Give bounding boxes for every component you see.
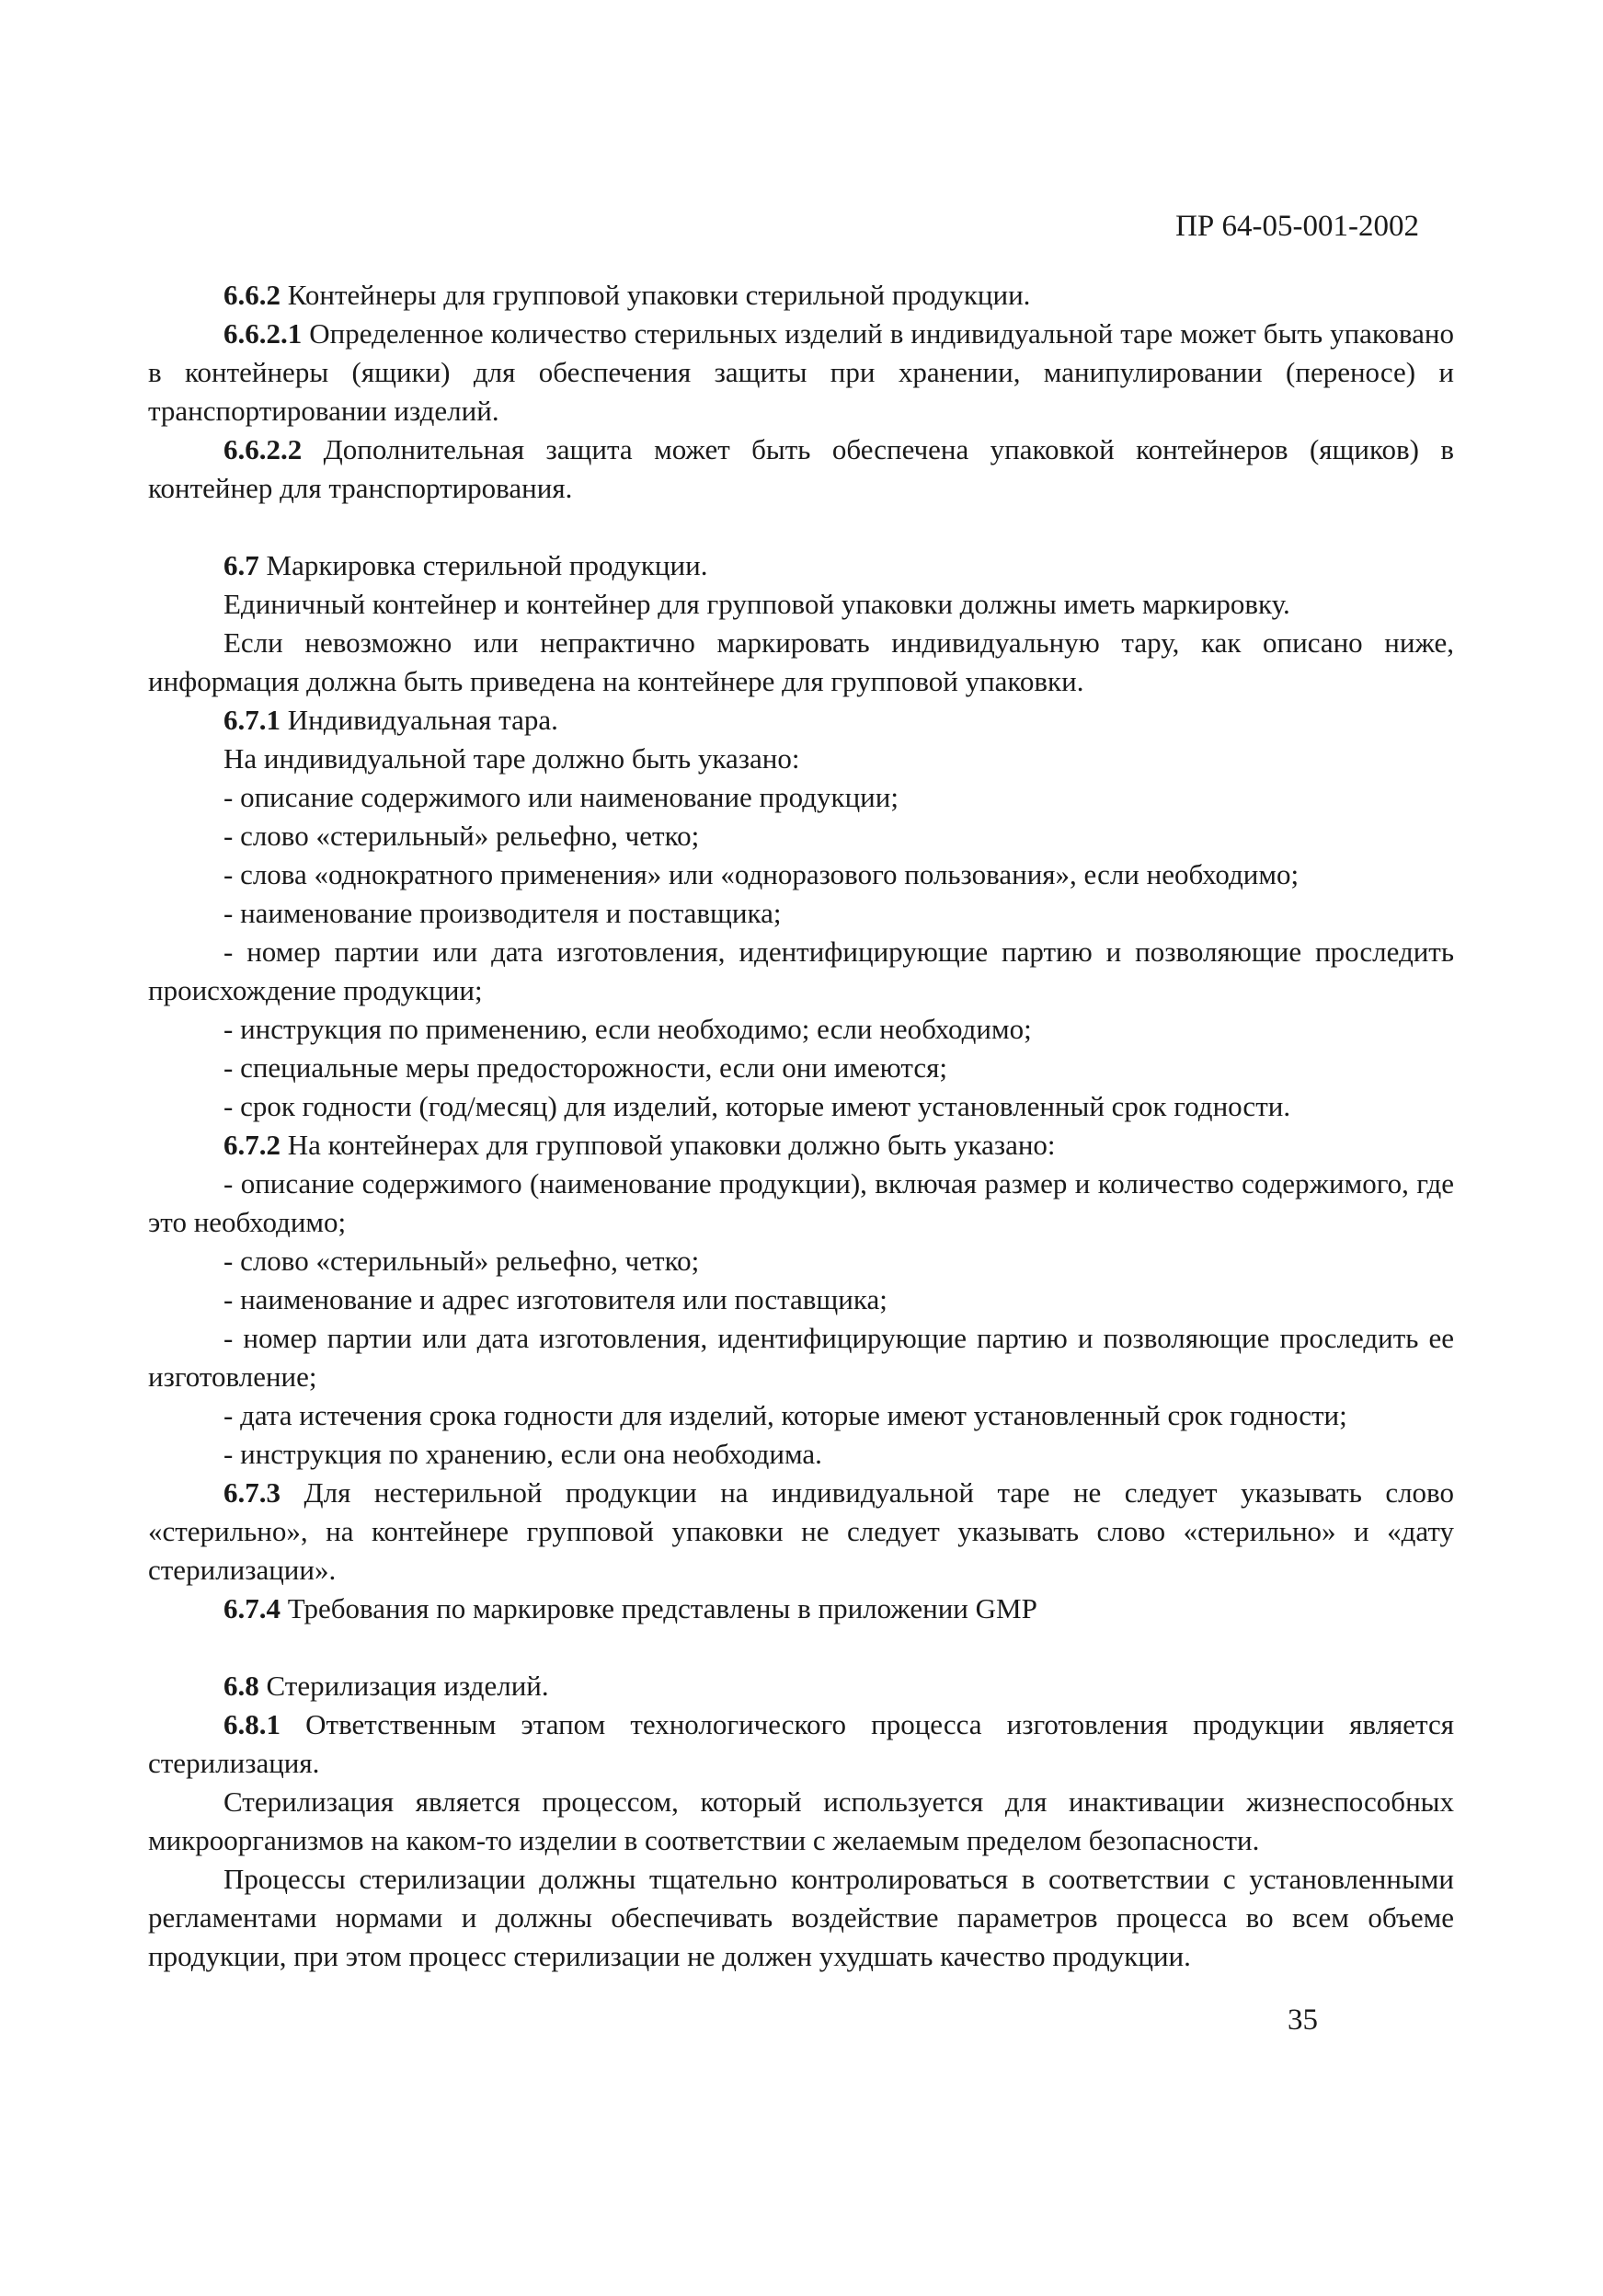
section-number: 6.7.2 (223, 1129, 281, 1161)
section-number: 6.7 (223, 549, 259, 581)
section-number: 6.7.3 (223, 1476, 281, 1509)
section-number: 6.6.2.2 (223, 433, 303, 465)
paragraph: Стерилизация является процессом, который используется для инактивации жизнеспособных микроорганизмов на каком-то изделии в соответствии с желаемым пределом безопасности. (148, 1785, 1454, 1856)
list-item: - инструкция по хранению, если она необходима. (223, 1438, 822, 1470)
document-code: ПР 64-05-001-2002 (1175, 210, 1419, 243)
section-6-8 (148, 1667, 1454, 1705)
section-6-7-3 (148, 1474, 1454, 1590)
section-text: Индивидуальная тара. (281, 704, 558, 736)
section-6-7-2 (148, 1126, 1454, 1165)
section-text: Контейнеры для групповой упаковки стерильной продукции. (281, 279, 1031, 311)
section-text: Ответственным этапом технологического процесса изготовления продукции является стерилизация. (148, 1708, 1454, 1779)
list-item: - номер партии или дата изготовления, идентифицирующие партию и позволяющие проследить происхождение продукции; (148, 936, 1454, 1006)
paragraph: Процессы стерилизации должны тщательно контролироваться в соответствии с установленными регламентами нормами и должны обеспечивать воздействие параметров процесса во всем объеме продукции, при этом процесс стерилизации не должен ухудшать качество продукции. (148, 1863, 1454, 1972)
list-item: - наименование и адрес изготовителя или поставщика; (223, 1283, 887, 1315)
section-6-7-1 (148, 701, 1454, 740)
section-number: 6.7.1 (223, 704, 281, 736)
section-text: Определенное количество стерильных изделий в индивидуальной таре может быть упаковано в контейнеры (ящики) для обеспечения защиты при хранении, манипулировании (переносе) и транспортировании изделий. (148, 317, 1454, 427)
section-text: Стерилизация изделий. (258, 1670, 549, 1702)
spacer (148, 508, 1454, 546)
section-6-7 (148, 546, 1454, 585)
section-number: 6.7.4 (223, 1592, 281, 1624)
section-6-7-4 (148, 1590, 1454, 1628)
section-6-6-2-1 (148, 315, 1454, 430)
section-text: На контейнерах для групповой упаковки должно быть указано: (281, 1129, 1056, 1161)
section-6-8-1 (148, 1705, 1454, 1783)
list-item: - срок годности (год/месяц) для изделий, которые имеют установленный срок годности. (223, 1090, 1291, 1122)
list-item: - наименование производителя и поставщика; (223, 897, 782, 929)
spacer (148, 1628, 1454, 1667)
paragraph: На индивидуальной таре должно быть указано: (223, 742, 800, 775)
list-item: - описание содержимого (наименование продукции), включая размер и количество содержимого, где это необходимо; (148, 1167, 1454, 1238)
section-number: 6.8.1 (223, 1708, 281, 1740)
list-item: - описание содержимого или наименование продукции; (223, 781, 899, 813)
section-number: 6.6.2 (223, 279, 281, 311)
page-number: 35 (1288, 2003, 1318, 2037)
section-text: Требования по маркировке представлены в приложении GMP (281, 1592, 1037, 1624)
document-body (148, 276, 1454, 1976)
section-text: Дополнительная защита может быть обеспечена упаковкой контейнеров (ящиков) в контейнер для транспортирования. (148, 433, 1454, 504)
list-item: - номер партии или дата изготовления, идентифицирующие партию и позволяющие проследить ее изготовление; (148, 1322, 1454, 1393)
section-6-6-2 (148, 276, 1454, 315)
section-number: 6.6.2.1 (223, 317, 303, 350)
list-item: - слова «однократного применения» или «одноразового пользования», если необходимо; (223, 858, 1300, 890)
section-text: Для нестерильной продукции на индивидуальной таре не следует указывать слово «стерильно», на контейнере групповой упаковки не следует указывать слово «стерильно» и «дату стерилизации». (148, 1476, 1454, 1586)
paragraph: Единичный контейнер и контейнер для групповой упаковки должны иметь маркировку. (223, 588, 1290, 620)
list-item: - слово «стерильный» рельефно, четко; (223, 1245, 700, 1277)
list-item: - дата истечения срока годности для изделий, которые имеют установленный срок годности; (223, 1399, 1347, 1431)
section-number: 6.8 (223, 1670, 259, 1702)
section-text: Маркировка стерильной продукции. (258, 549, 708, 581)
section-6-6-2-2 (148, 430, 1454, 508)
paragraph: Если невозможно или непрактично маркировать индивидуальную тару, как описано ниже, информация должна быть приведена на контейнере для групповой упаковки. (148, 626, 1454, 697)
list-item: - специальные меры предосторожности, если они имеются; (223, 1051, 947, 1084)
list-item: - инструкция по применению, если необходимо; если необходимо; (223, 1013, 1032, 1045)
list-item: - слово «стерильный» рельефно, четко; (223, 820, 700, 852)
